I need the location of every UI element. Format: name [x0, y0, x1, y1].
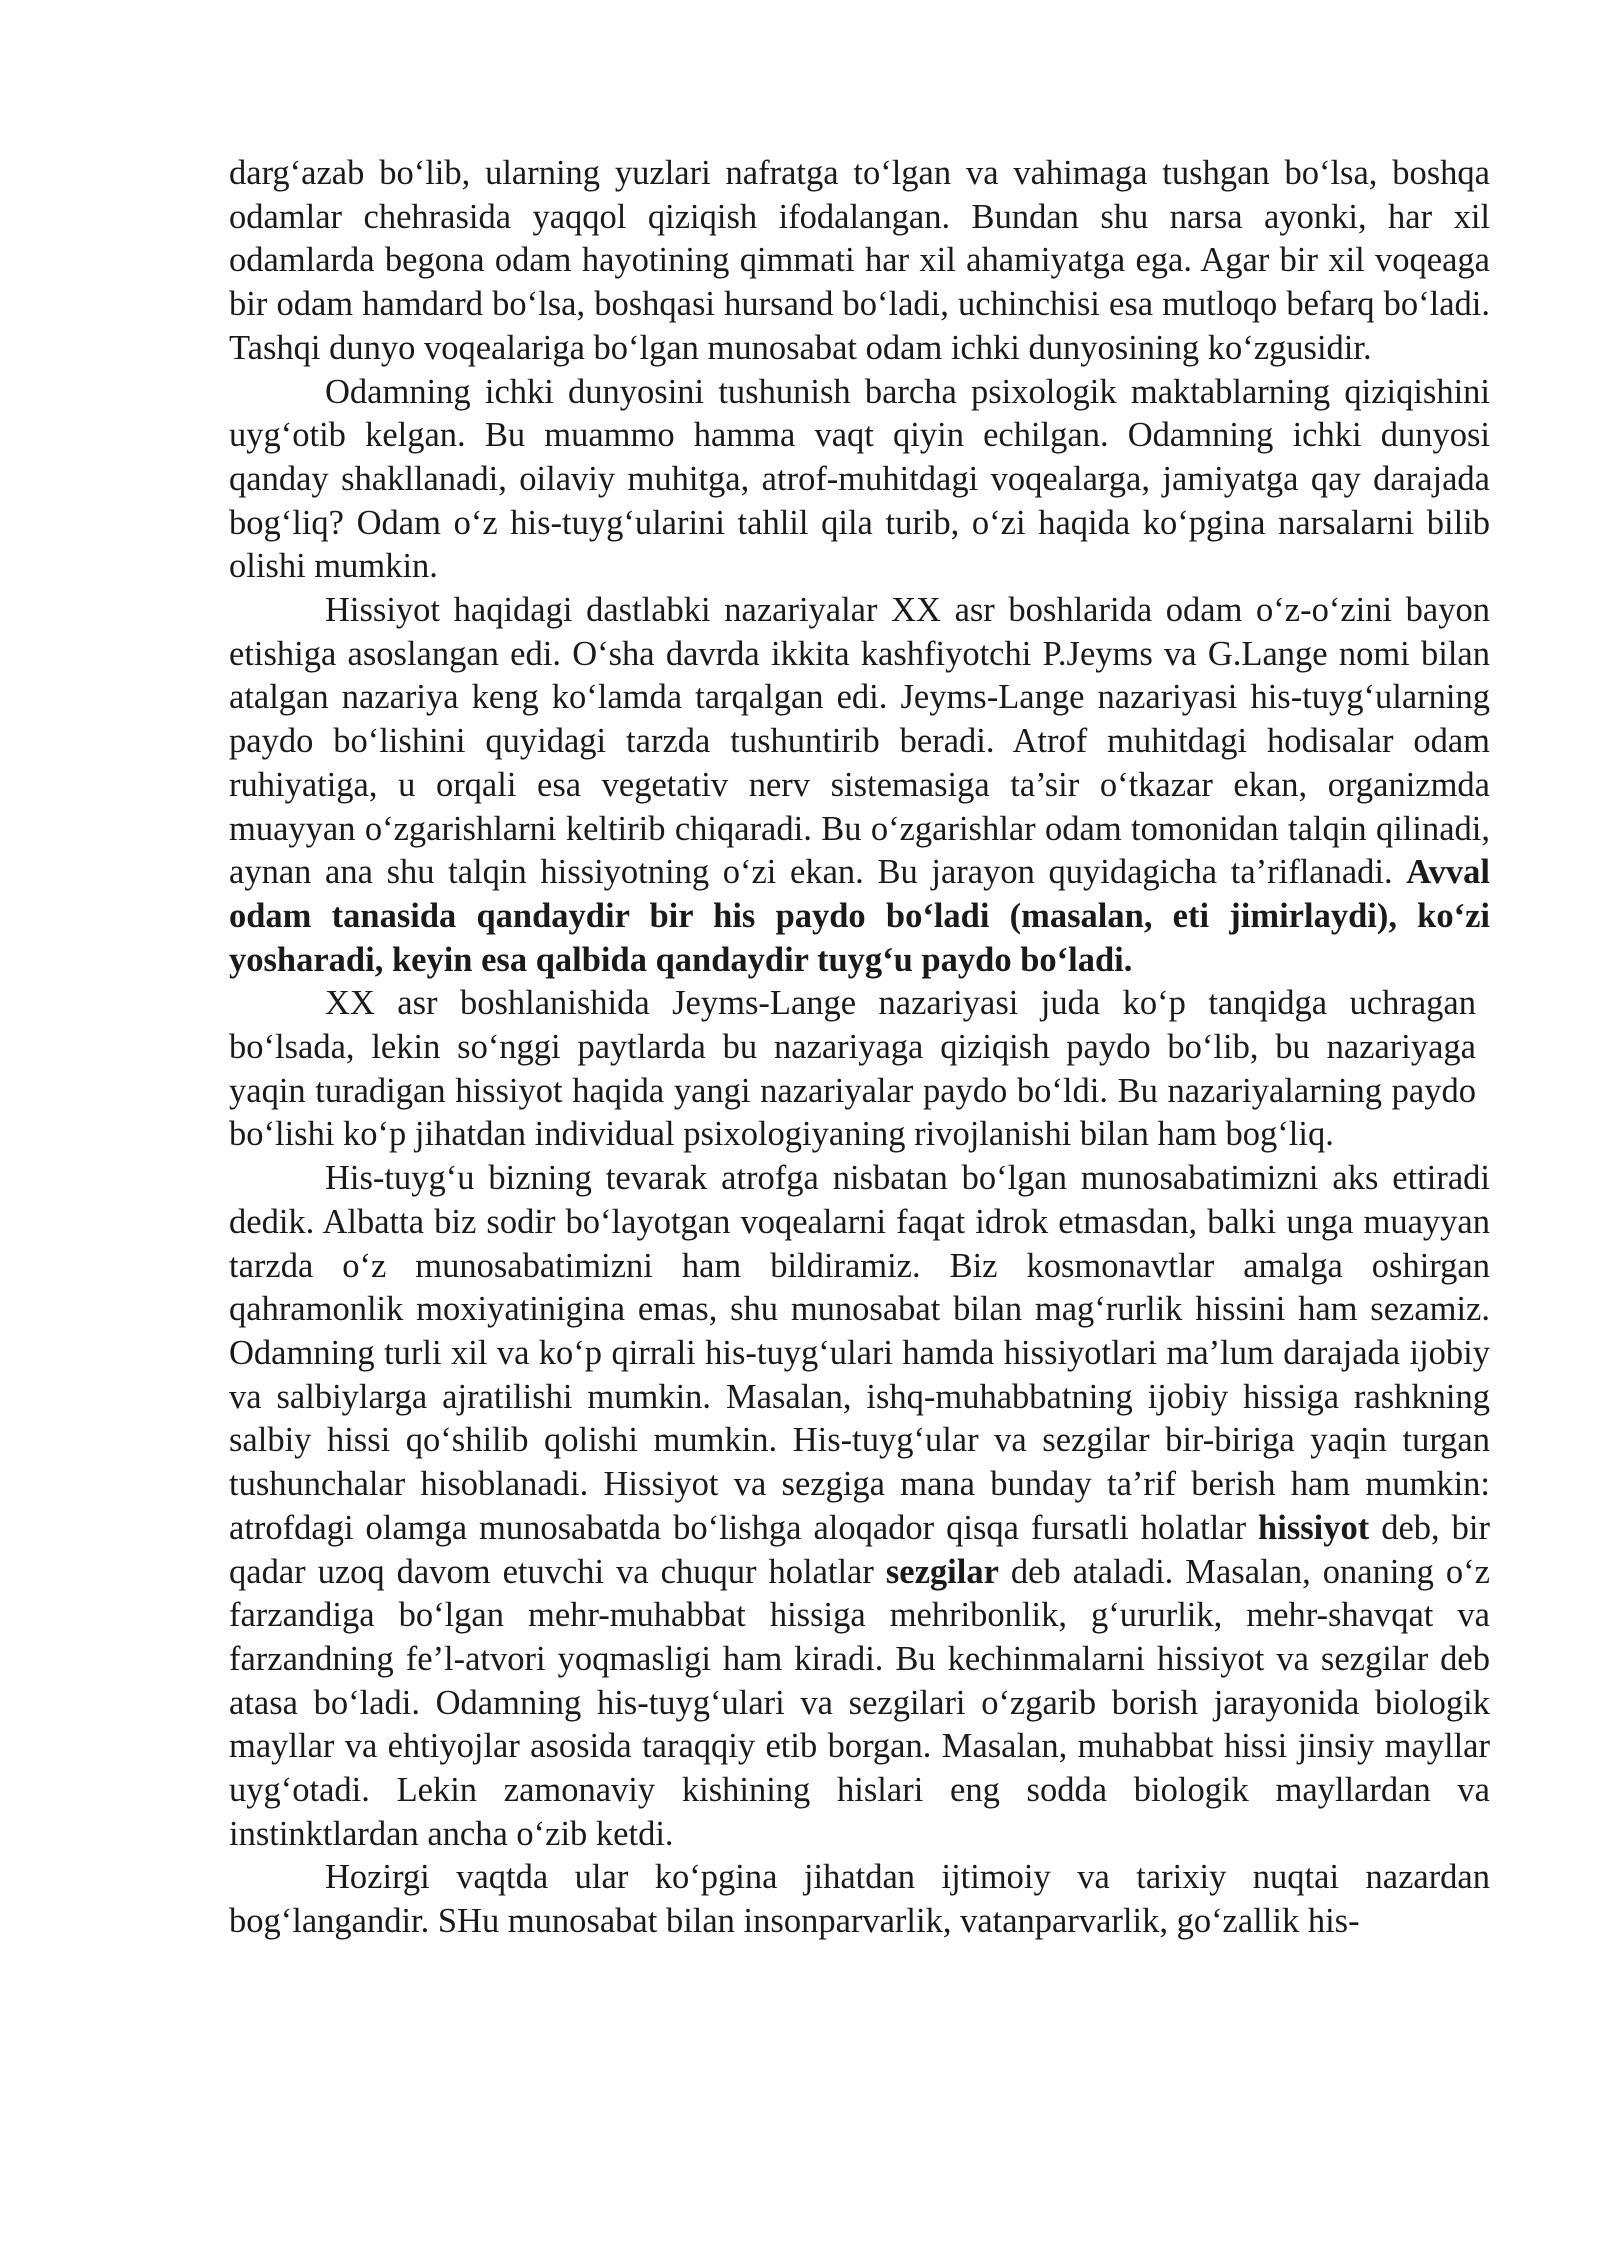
text-run: Odamning ichki dunyosini tushunish barcha psixologik maktablarning qiziqishini uyg‘otib kelgan. Bu muammo hamma vaqt qiyin echilgan. Odamning ichki dunyosi qanday shakllanadi, oilaviy muhitga, atrof-muhitdagi voqealarga, jamiyatga qay darajada bog‘liq? Odam o‘z his-tuyg‘ularini tahlil qila turib, o‘zi haqida ko‘pgina narsalarni bilib olishi mumkin. — [229, 372, 1490, 586]
paragraph-1 — [229, 152, 1490, 371]
paragraph-6 — [229, 1856, 1490, 1943]
text-run: Hozirgi vaqtda ular ko‘pgina jihatdan ijtimoiy va tarixiy nuqtai nazardan bog‘langandir. SHu munosabat bilan insonparvarlik, vatanparvarlik, go‘zallik his- — [229, 1858, 1490, 1941]
text-run: deb, bir qadar uzoq davom etuvchi va chuqur holatlar — [229, 1508, 1490, 1591]
text-run: XX asr boshlanishida Jeyms-Lange nazariyasi juda ko‘p tanqidga uchragan bo‘lsada, lekin so‘nggi paytlarda bu nazariyaga qiziqish paydo bo‘lib, bu nazariyaga yaqin turadigan hissiyot haqida yangi nazariyalar paydo bo‘ldi. Bu nazariyalarning paydo bo‘lishi ko‘p jihatdan individual psixologiyaning rivojlanishi bilan ham bog‘liq. — [229, 984, 1476, 1154]
document-page — [229, 152, 1490, 1944]
text-run: deb ataladi. Masalan, onaning o‘z farzandiga bo‘lgan mehr-muhabbat hissiga mehribonlik, g‘ururlik, mehr-shavqat va farzandning fe’l-atvori yoqmasligi ham kiradi. Bu kechinmalarni hissiyot va sezgilar deb atasa bo‘ladi. Odamning his-tuyg‘ulari va sezgilari o‘zgarib borish jarayonida biologik mayllar va ehtiyojlar asosida taraqqiy etib borgan. Masalan, muhabbat hissi jinsiy mayllar uyg‘otadi. Lekin zamonaviy kishining hislari eng sodda biologik mayllardan va instinktlardan ancha o‘zib ketdi. — [229, 1552, 1490, 1853]
bold-term-hissiyot: hissiyot — [1258, 1508, 1370, 1547]
bold-text-run: Avval odam tanasida qandaydir bir his paydo bo‘ladi (masalan, eti jimirlaydi), ko‘zi yosharadi, keyin esa qalbida qandaydir tuyg‘u paydo bo‘ladi. — [229, 853, 1490, 979]
paragraph-3 — [229, 589, 1490, 982]
paragraph-2 — [229, 371, 1490, 590]
paragraph-5 — [229, 1157, 1490, 1856]
text-run: His-tuyg‘u bizning tevarak atrofga nisbatan bo‘lgan munosabatimizni aks ettiradi dedik. Albatta biz sodir bo‘layotgan voqealarni faqat idrok etmasdan, balki unga muayyan tarzda o‘z munosabatimizni ham bildiramiz. Biz kosmonavtlar amalga oshirgan qahramonlik moxiyatinigina emas, shu munosabat bilan mag‘rurlik hissini ham sezamiz. Odamning turli xil va ko‘p qirrali his-tuyg‘ulari hamda hissiyotlari ma’lum darajada ijobiy va salbiylarga ajratilishi mumkin. Masalan, ishq-muhabbatning ijobiy hissiga rashkning salbiy hissi qo‘shilib qolishi mumkin. His-tuyg‘ular va sezgilar bir-biriga yaqin turgan tushunchalar hisoblanadi. Hissiyot va sezgiga mana bunday ta’rif berish ham mumkin: atrofdagi olamga munosabatda bo‘lishga aloqador qisqa fursatli holatlar — [229, 1159, 1490, 1547]
text-run: darg‘azab bo‘lib, ularning yuzlari nafratga to‘lgan va vahimaga tushgan bo‘lsa, boshqa odamlar chehrasida yaqqol qiziqish ifodalangan. Bundan shu narsa ayonki, har xil odamlarda begona odam hayotining qimmati har xil ahamiyatga ega. Agar bir xil voqeaga bir odam hamdard bo‘lsa, boshqasi hursand bo‘ladi, uchinchisi esa mutloqo befarq bo‘ladi. Tashqi dunyo voqealariga bo‘lgan munosabat odam ichki dunyosining ko‘zgusidir. — [229, 154, 1490, 367]
paragraph-4 — [229, 982, 1476, 1157]
bold-term-sezgilar: sezgilar — [885, 1552, 999, 1591]
text-run: Hissiyot haqidagi dastlabki nazariyalar XX asr boshlarida odam o‘z-o‘zini bayon etishiga asoslangan edi. O‘sha davrda ikkita kashfiyotchi P.Jeyms va G.Lange nomi bilan atalgan nazariya keng ko‘lamda tarqalgan edi. Jeyms-Lange nazariyasi his-tuyg‘ularning paydo bo‘lishini quyidagi tarzda tushuntirib beradi. Atrof muhitdagi hodisalar odam ruhiyatiga, u orqali esa vegetativ nerv sistemasiga ta’sir o‘tkazar ekan, organizmda muayyan o‘zgarishlarni keltirib chiqaradi. Bu o‘zgarishlar odam tomonidan talqin qilinadi, aynan ana shu talqin hissiyotning o‘zi ekan. Bu jarayon quyidagicha ta’riflanadi. — [229, 591, 1490, 892]
